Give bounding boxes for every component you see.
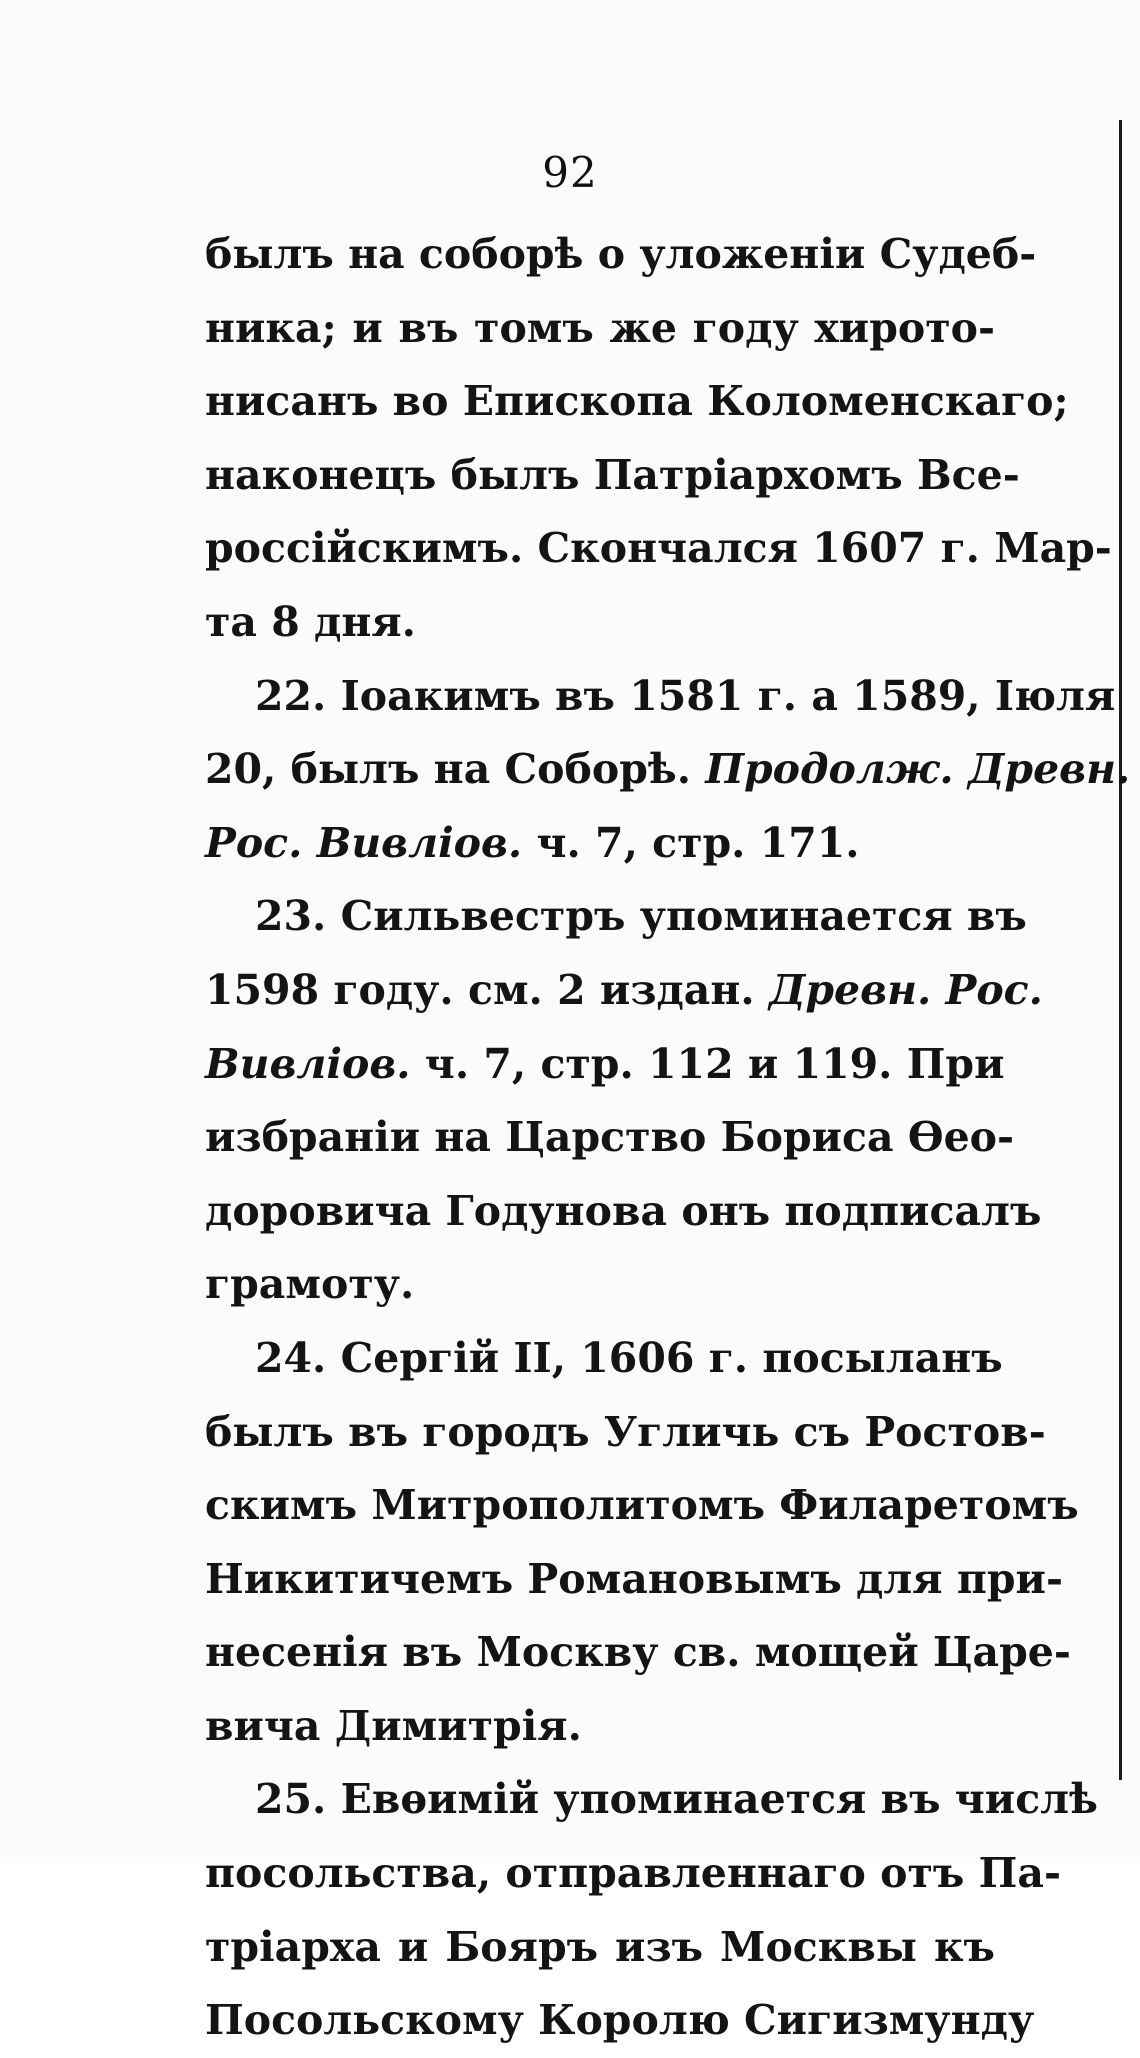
text-line <box>205 1175 1042 1249</box>
text-line <box>205 1984 1035 2058</box>
text-line-main: 24. Сергій II, 1606 г. посыланъ <box>255 1333 1003 1382</box>
text-line-italic: Продолж. Древн. <box>705 745 1131 794</box>
text-line <box>205 733 1131 807</box>
text-line-tail: ч. 7, стр. 112 и 119. При <box>410 1039 1005 1088</box>
text-line <box>205 586 995 660</box>
text-line <box>205 365 1069 439</box>
text-line-main: избраніи на Царство Бориса Ѳео- <box>205 1113 1015 1162</box>
text-line <box>205 218 1037 292</box>
text-line <box>205 1469 1079 1543</box>
text-line <box>205 1690 995 1764</box>
text-line <box>205 1396 1046 1470</box>
text-line <box>205 954 1043 1028</box>
page-edge-line <box>1119 120 1122 1780</box>
text-line <box>205 1101 1015 1175</box>
text-line <box>205 1248 995 1322</box>
text-line-main: 23. Сильвестръ упоминается въ <box>255 892 1027 941</box>
text-line-main: вича Димитрія. <box>205 1701 582 1750</box>
text-line-main: 1598 году. см. 2 издан. <box>205 965 769 1014</box>
text-line-main: ника; и въ томъ же году хирото- <box>205 303 995 352</box>
text-line <box>205 660 1116 734</box>
text-line <box>205 512 1112 586</box>
text-line <box>205 1763 1098 1837</box>
text-line-main: доровича Годунова онъ подписалъ <box>205 1186 1042 1235</box>
text-line-main: посольства, отправленнаго отъ Па- <box>205 1849 1061 1898</box>
text-line <box>205 1322 1003 1396</box>
text-line-main: былъ въ городъ Угличь съ Ростов- <box>205 1407 1046 1456</box>
text-line-italic: Вивліов. <box>205 1039 411 1088</box>
text-line <box>205 1616 1071 1690</box>
text-line-main: тріарха и Бояръ изъ Москвы къ <box>205 1922 995 1971</box>
text-line <box>205 1543 1063 1617</box>
body-text <box>205 218 1131 2058</box>
text-line-main: скимъ Митрополитомъ Филаретомъ <box>205 1481 1079 1530</box>
text-line <box>205 1028 1005 1102</box>
text-line-main: грамоту. <box>205 1260 415 1309</box>
text-line-main: Посольскому Королю Сигизмунду <box>205 1996 1035 2045</box>
text-line-italic: Древн. Рос. <box>768 965 1043 1014</box>
text-line <box>205 439 1020 513</box>
page-number: 92 <box>542 148 598 197</box>
text-line <box>205 880 1027 954</box>
text-line-main: наконецъ былъ Патріархомъ Все- <box>205 450 1020 499</box>
text-line-main: россійскимъ. Скончался 1607 г. Мар- <box>205 524 1112 573</box>
text-line <box>205 807 995 881</box>
text-line-italic: Рос. Вивліов. <box>205 818 523 867</box>
text-line <box>205 1837 1061 1911</box>
text-line <box>205 1911 995 1985</box>
text-line-main: Никитичемъ Романовымъ для при- <box>205 1554 1063 1603</box>
text-line-main: 25. Евѳимій упоминается въ числѣ <box>255 1775 1098 1824</box>
text-line-main: несенія въ Москву св. мощей Царе- <box>205 1628 1071 1677</box>
text-line-main: нисанъ во Епископа Коломенскаго; <box>205 377 1069 426</box>
text-line-main: 20, былъ на Соборѣ. <box>205 745 706 794</box>
text-line <box>205 292 995 366</box>
text-line-tail: ч. 7, стр. 171. <box>522 818 860 867</box>
text-line-main: былъ на соборѣ о уложеніи Судеб- <box>205 230 1037 278</box>
text-line-main: 22. Іоакимъ въ 1581 г. а 1589, Іюля <box>255 671 1116 720</box>
text-line-main: та 8 дня. <box>205 597 416 646</box>
